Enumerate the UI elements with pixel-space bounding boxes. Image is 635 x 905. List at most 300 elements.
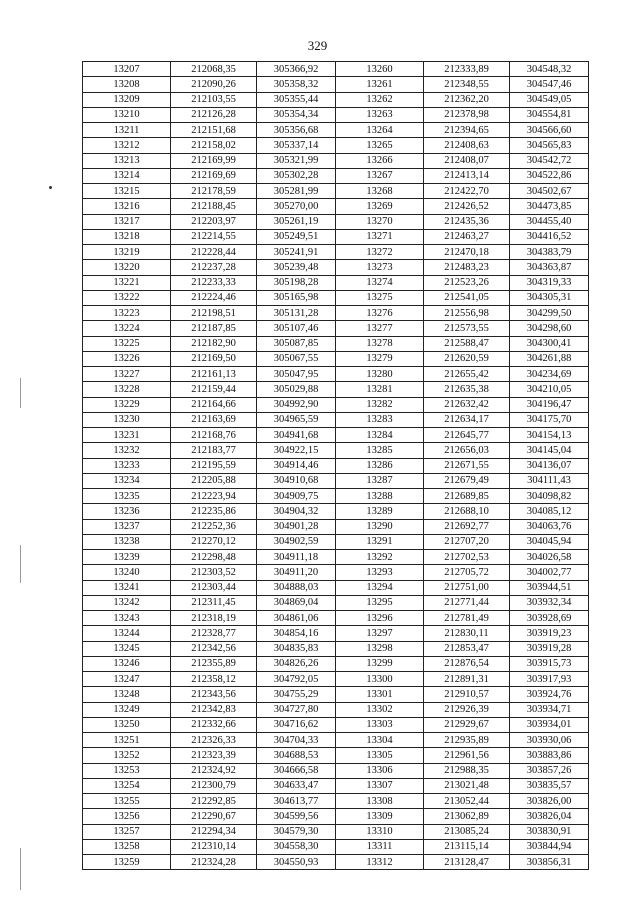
table-row xyxy=(83,107,589,122)
y-coordinate: 304002,77 xyxy=(510,565,589,580)
x-coordinate: 212645,77 xyxy=(424,428,510,443)
table-row xyxy=(83,138,589,153)
y-coordinate: 304063,76 xyxy=(510,519,589,534)
point-number: 13309 xyxy=(336,809,424,824)
table-row xyxy=(83,306,589,321)
x-coordinate: 212483,23 xyxy=(424,260,510,275)
point-number: 13212 xyxy=(83,138,171,153)
y-coordinate: 304688,53 xyxy=(257,748,336,763)
y-coordinate: 304727,80 xyxy=(257,702,336,717)
y-coordinate: 304196,47 xyxy=(510,397,589,412)
y-coordinate: 305355,44 xyxy=(257,92,336,107)
x-coordinate: 212169,99 xyxy=(171,153,257,168)
point-number: 13208 xyxy=(83,77,171,92)
y-coordinate: 304941,68 xyxy=(257,428,336,443)
point-number: 13215 xyxy=(83,184,171,199)
point-number: 13222 xyxy=(83,290,171,305)
x-coordinate: 212163,69 xyxy=(171,412,257,427)
table-row xyxy=(83,565,589,580)
x-coordinate: 212161,13 xyxy=(171,367,257,382)
table-row xyxy=(83,473,589,488)
point-number: 13257 xyxy=(83,824,171,839)
x-coordinate: 212332,66 xyxy=(171,717,257,732)
y-coordinate: 303934,01 xyxy=(510,717,589,732)
table-row xyxy=(83,229,589,244)
x-coordinate: 212203,97 xyxy=(171,214,257,229)
point-number: 13232 xyxy=(83,443,171,458)
point-number: 13282 xyxy=(336,397,424,412)
point-number: 13252 xyxy=(83,748,171,763)
point-number: 13281 xyxy=(336,382,424,397)
x-coordinate: 212169,69 xyxy=(171,168,257,183)
x-coordinate: 212126,28 xyxy=(171,107,257,122)
point-number: 13286 xyxy=(336,458,424,473)
x-coordinate: 212333,89 xyxy=(424,62,510,77)
x-coordinate: 212635,38 xyxy=(424,382,510,397)
x-coordinate: 212688,10 xyxy=(424,504,510,519)
table-row xyxy=(83,504,589,519)
point-number: 13277 xyxy=(336,321,424,336)
y-coordinate: 304579,30 xyxy=(257,824,336,839)
x-coordinate: 212781,49 xyxy=(424,611,510,626)
point-number: 13299 xyxy=(336,656,424,671)
y-coordinate: 305047,95 xyxy=(257,367,336,382)
y-coordinate: 304502,67 xyxy=(510,184,589,199)
x-coordinate: 212182,90 xyxy=(171,336,257,351)
margin-mark xyxy=(20,545,21,583)
table-row xyxy=(83,428,589,443)
x-coordinate: 212195,59 xyxy=(171,458,257,473)
y-coordinate: 303924,76 xyxy=(510,687,589,702)
margin-mark xyxy=(20,848,21,890)
y-coordinate: 304558,30 xyxy=(257,839,336,854)
y-coordinate: 303919,28 xyxy=(510,641,589,656)
point-number: 13289 xyxy=(336,504,424,519)
y-coordinate: 304234,69 xyxy=(510,367,589,382)
x-coordinate: 212891,31 xyxy=(424,672,510,687)
x-coordinate: 212183,77 xyxy=(171,443,257,458)
point-number: 13280 xyxy=(336,367,424,382)
y-coordinate: 305087,85 xyxy=(257,336,336,351)
x-coordinate: 212342,56 xyxy=(171,641,257,656)
x-coordinate: 212470,18 xyxy=(424,245,510,260)
point-number: 13233 xyxy=(83,458,171,473)
y-coordinate: 304565,83 xyxy=(510,138,589,153)
y-coordinate: 304549,05 xyxy=(510,92,589,107)
y-coordinate: 305354,34 xyxy=(257,107,336,122)
point-number: 13287 xyxy=(336,473,424,488)
x-coordinate: 212408,63 xyxy=(424,138,510,153)
y-coordinate: 305029,88 xyxy=(257,382,336,397)
table-row xyxy=(83,702,589,717)
point-number: 13247 xyxy=(83,672,171,687)
y-coordinate: 304305,31 xyxy=(510,290,589,305)
x-coordinate: 212556,98 xyxy=(424,306,510,321)
y-coordinate: 305198,28 xyxy=(257,275,336,290)
y-coordinate: 304888,03 xyxy=(257,580,336,595)
y-coordinate: 304755,29 xyxy=(257,687,336,702)
x-coordinate: 212876,54 xyxy=(424,656,510,671)
point-number: 13223 xyxy=(83,306,171,321)
point-number: 13226 xyxy=(83,351,171,366)
x-coordinate: 213052,44 xyxy=(424,794,510,809)
x-coordinate: 212324,92 xyxy=(171,763,257,778)
x-coordinate: 212168,76 xyxy=(171,428,257,443)
y-coordinate: 303830,91 xyxy=(510,824,589,839)
x-coordinate: 212158,02 xyxy=(171,138,257,153)
point-number: 13242 xyxy=(83,595,171,610)
point-number: 13291 xyxy=(336,534,424,549)
point-number: 13239 xyxy=(83,550,171,565)
table-row xyxy=(83,595,589,610)
y-coordinate: 303857,26 xyxy=(510,763,589,778)
y-coordinate: 304901,28 xyxy=(257,519,336,534)
x-coordinate: 212178,59 xyxy=(171,184,257,199)
table-row xyxy=(83,489,589,504)
x-coordinate: 212169,50 xyxy=(171,351,257,366)
y-coordinate: 303915,73 xyxy=(510,656,589,671)
table-row xyxy=(83,519,589,534)
x-coordinate: 212632,42 xyxy=(424,397,510,412)
x-coordinate: 212348,55 xyxy=(424,77,510,92)
point-number: 13308 xyxy=(336,794,424,809)
table-row xyxy=(83,77,589,92)
x-coordinate: 212343,56 xyxy=(171,687,257,702)
point-number: 13290 xyxy=(336,519,424,534)
table-row xyxy=(83,168,589,183)
x-coordinate: 212926,39 xyxy=(424,702,510,717)
point-number: 13285 xyxy=(336,443,424,458)
x-coordinate: 212707,20 xyxy=(424,534,510,549)
x-coordinate: 212164,66 xyxy=(171,397,257,412)
page-number: 329 xyxy=(307,38,328,53)
point-number: 13210 xyxy=(83,107,171,122)
y-coordinate: 304363,87 xyxy=(510,260,589,275)
x-coordinate: 212378,98 xyxy=(424,107,510,122)
y-coordinate: 304904,32 xyxy=(257,504,336,519)
y-coordinate: 304550,93 xyxy=(257,855,336,870)
y-coordinate: 305241,91 xyxy=(257,245,336,260)
table-row xyxy=(83,839,589,854)
point-number: 13220 xyxy=(83,260,171,275)
y-coordinate: 304922,15 xyxy=(257,443,336,458)
table-row xyxy=(83,275,589,290)
y-coordinate: 303944,51 xyxy=(510,580,589,595)
y-coordinate: 304861,06 xyxy=(257,611,336,626)
point-number: 13211 xyxy=(83,123,171,138)
point-number: 13274 xyxy=(336,275,424,290)
y-coordinate: 304098,82 xyxy=(510,489,589,504)
y-coordinate: 305356,68 xyxy=(257,123,336,138)
x-coordinate: 212692,77 xyxy=(424,519,510,534)
x-coordinate: 212310,14 xyxy=(171,839,257,854)
y-coordinate: 304826,26 xyxy=(257,656,336,671)
table-row xyxy=(83,717,589,732)
y-coordinate: 304416,52 xyxy=(510,229,589,244)
x-coordinate: 213085,24 xyxy=(424,824,510,839)
x-coordinate: 212198,51 xyxy=(171,306,257,321)
table-row xyxy=(83,382,589,397)
point-number: 13265 xyxy=(336,138,424,153)
point-number: 13256 xyxy=(83,809,171,824)
y-coordinate: 304548,32 xyxy=(510,62,589,77)
table-row xyxy=(83,794,589,809)
point-number: 13246 xyxy=(83,656,171,671)
y-coordinate: 303928,69 xyxy=(510,611,589,626)
x-coordinate: 212233,33 xyxy=(171,275,257,290)
coordinates-table-body xyxy=(83,62,589,870)
point-number: 13311 xyxy=(336,839,424,854)
y-coordinate: 303934,71 xyxy=(510,702,589,717)
table-row xyxy=(83,367,589,382)
point-number: 13244 xyxy=(83,626,171,641)
table-row xyxy=(83,656,589,671)
x-coordinate: 212910,57 xyxy=(424,687,510,702)
point-number: 13219 xyxy=(83,245,171,260)
x-coordinate: 212103,55 xyxy=(171,92,257,107)
point-number: 13221 xyxy=(83,275,171,290)
point-number: 13293 xyxy=(336,565,424,580)
table-row xyxy=(83,199,589,214)
point-number: 13249 xyxy=(83,702,171,717)
x-coordinate: 212656,03 xyxy=(424,443,510,458)
x-coordinate: 212523,26 xyxy=(424,275,510,290)
point-number: 13273 xyxy=(336,260,424,275)
table-row xyxy=(83,92,589,107)
table-row xyxy=(83,290,589,305)
x-coordinate: 213128,47 xyxy=(424,855,510,870)
table-row xyxy=(83,260,589,275)
x-coordinate: 212188,45 xyxy=(171,199,257,214)
point-number: 13245 xyxy=(83,641,171,656)
y-coordinate: 304854,16 xyxy=(257,626,336,641)
x-coordinate: 212235,86 xyxy=(171,504,257,519)
point-number: 13209 xyxy=(83,92,171,107)
y-coordinate: 304835,83 xyxy=(257,641,336,656)
point-number: 13267 xyxy=(336,168,424,183)
table-row xyxy=(83,641,589,656)
table-row xyxy=(83,184,589,199)
x-coordinate: 212300,79 xyxy=(171,778,257,793)
x-coordinate: 212573,55 xyxy=(424,321,510,336)
table-row xyxy=(83,855,589,870)
x-coordinate: 212689,85 xyxy=(424,489,510,504)
x-coordinate: 213115,14 xyxy=(424,839,510,854)
x-coordinate: 212620,59 xyxy=(424,351,510,366)
point-number: 13241 xyxy=(83,580,171,595)
point-number: 13225 xyxy=(83,336,171,351)
y-coordinate: 304909,75 xyxy=(257,489,336,504)
x-coordinate: 212655,42 xyxy=(424,367,510,382)
x-coordinate: 212702,53 xyxy=(424,550,510,565)
y-coordinate: 303917,93 xyxy=(510,672,589,687)
y-coordinate: 304542,72 xyxy=(510,153,589,168)
point-number: 13254 xyxy=(83,778,171,793)
y-coordinate: 303844,94 xyxy=(510,839,589,854)
y-coordinate: 304300,41 xyxy=(510,336,589,351)
y-coordinate: 303835,57 xyxy=(510,778,589,793)
y-coordinate: 305165,98 xyxy=(257,290,336,305)
x-coordinate: 212303,52 xyxy=(171,565,257,580)
y-coordinate: 304383,79 xyxy=(510,245,589,260)
point-number: 13253 xyxy=(83,763,171,778)
point-number: 13307 xyxy=(336,778,424,793)
y-coordinate: 305131,28 xyxy=(257,306,336,321)
x-coordinate: 212205,88 xyxy=(171,473,257,488)
table-row xyxy=(83,809,589,824)
x-coordinate: 212214,55 xyxy=(171,229,257,244)
x-coordinate: 212679,49 xyxy=(424,473,510,488)
point-number: 13296 xyxy=(336,611,424,626)
x-coordinate: 212187,85 xyxy=(171,321,257,336)
point-number: 13284 xyxy=(336,428,424,443)
x-coordinate: 212290,67 xyxy=(171,809,257,824)
point-number: 13276 xyxy=(336,306,424,321)
y-coordinate: 304792,05 xyxy=(257,672,336,687)
table-row xyxy=(83,626,589,641)
x-coordinate: 212426,52 xyxy=(424,199,510,214)
x-coordinate: 212408,07 xyxy=(424,153,510,168)
point-number: 13270 xyxy=(336,214,424,229)
point-number: 13250 xyxy=(83,717,171,732)
x-coordinate: 212270,12 xyxy=(171,534,257,549)
y-coordinate: 304261,88 xyxy=(510,351,589,366)
point-number: 13263 xyxy=(336,107,424,122)
table-row xyxy=(83,397,589,412)
y-coordinate: 305281,99 xyxy=(257,184,336,199)
point-number: 13238 xyxy=(83,534,171,549)
y-coordinate: 305321,99 xyxy=(257,153,336,168)
table-row xyxy=(83,733,589,748)
point-number: 13243 xyxy=(83,611,171,626)
x-coordinate: 212294,34 xyxy=(171,824,257,839)
x-coordinate: 212326,33 xyxy=(171,733,257,748)
y-coordinate: 304111,43 xyxy=(510,473,589,488)
y-coordinate: 305366,92 xyxy=(257,62,336,77)
y-coordinate: 305270,00 xyxy=(257,199,336,214)
y-coordinate: 304298,60 xyxy=(510,321,589,336)
y-coordinate: 303930,06 xyxy=(510,733,589,748)
table-row xyxy=(83,763,589,778)
table-row xyxy=(83,153,589,168)
table-row xyxy=(83,687,589,702)
x-coordinate: 212705,72 xyxy=(424,565,510,580)
point-number: 13306 xyxy=(336,763,424,778)
x-coordinate: 212988,35 xyxy=(424,763,510,778)
point-number: 13268 xyxy=(336,184,424,199)
y-coordinate: 304902,59 xyxy=(257,534,336,549)
x-coordinate: 212228,44 xyxy=(171,245,257,260)
point-number: 13266 xyxy=(336,153,424,168)
y-coordinate: 304085,12 xyxy=(510,504,589,519)
x-coordinate: 212068,35 xyxy=(171,62,257,77)
x-coordinate: 212303,44 xyxy=(171,580,257,595)
x-coordinate: 213021,48 xyxy=(424,778,510,793)
x-coordinate: 212328,77 xyxy=(171,626,257,641)
x-coordinate: 212413,14 xyxy=(424,168,510,183)
point-number: 13288 xyxy=(336,489,424,504)
y-coordinate: 304299,50 xyxy=(510,306,589,321)
table-row xyxy=(83,214,589,229)
margin-dot xyxy=(49,186,52,189)
point-number: 13228 xyxy=(83,382,171,397)
point-number: 13258 xyxy=(83,839,171,854)
table-row xyxy=(83,534,589,549)
y-coordinate: 305239,48 xyxy=(257,260,336,275)
point-number: 13213 xyxy=(83,153,171,168)
coordinates-table xyxy=(82,61,589,870)
table-row xyxy=(83,550,589,565)
x-coordinate: 212324,28 xyxy=(171,855,257,870)
point-number: 13264 xyxy=(336,123,424,138)
table-row xyxy=(83,62,589,77)
point-number: 13251 xyxy=(83,733,171,748)
x-coordinate: 212541,05 xyxy=(424,290,510,305)
table-row xyxy=(83,611,589,626)
point-number: 13272 xyxy=(336,245,424,260)
y-coordinate: 304136,07 xyxy=(510,458,589,473)
x-coordinate: 212237,28 xyxy=(171,260,257,275)
point-number: 13262 xyxy=(336,92,424,107)
y-coordinate: 305358,32 xyxy=(257,77,336,92)
table-row xyxy=(83,748,589,763)
x-coordinate: 212224,46 xyxy=(171,290,257,305)
point-number: 13259 xyxy=(83,855,171,870)
table-row xyxy=(83,245,589,260)
y-coordinate: 304704,33 xyxy=(257,733,336,748)
y-coordinate: 304554,81 xyxy=(510,107,589,122)
y-coordinate: 304716,62 xyxy=(257,717,336,732)
y-coordinate: 305337,14 xyxy=(257,138,336,153)
x-coordinate: 212292,85 xyxy=(171,794,257,809)
x-coordinate: 212394,65 xyxy=(424,123,510,138)
y-coordinate: 304566,60 xyxy=(510,123,589,138)
point-number: 13312 xyxy=(336,855,424,870)
x-coordinate: 212671,55 xyxy=(424,458,510,473)
y-coordinate: 303883,86 xyxy=(510,748,589,763)
y-coordinate: 304045,94 xyxy=(510,534,589,549)
table-row xyxy=(83,321,589,336)
y-coordinate: 304666,58 xyxy=(257,763,336,778)
point-number: 13224 xyxy=(83,321,171,336)
margin-mark xyxy=(20,378,21,408)
point-number: 13261 xyxy=(336,77,424,92)
y-coordinate: 303919,23 xyxy=(510,626,589,641)
point-number: 13300 xyxy=(336,672,424,687)
point-number: 13216 xyxy=(83,199,171,214)
y-coordinate: 305249,51 xyxy=(257,229,336,244)
point-number: 13214 xyxy=(83,168,171,183)
table-row xyxy=(83,580,589,595)
table-row xyxy=(83,824,589,839)
table-row xyxy=(83,443,589,458)
y-coordinate: 304992,90 xyxy=(257,397,336,412)
table-row xyxy=(83,336,589,351)
y-coordinate: 305107,46 xyxy=(257,321,336,336)
x-coordinate: 212588,47 xyxy=(424,336,510,351)
point-number: 13295 xyxy=(336,595,424,610)
y-coordinate: 305302,28 xyxy=(257,168,336,183)
x-coordinate: 212159,44 xyxy=(171,382,257,397)
point-number: 13230 xyxy=(83,412,171,427)
point-number: 13278 xyxy=(336,336,424,351)
y-coordinate: 303856,31 xyxy=(510,855,589,870)
y-coordinate: 304319,33 xyxy=(510,275,589,290)
point-number: 13231 xyxy=(83,428,171,443)
y-coordinate: 305261,19 xyxy=(257,214,336,229)
point-number: 13234 xyxy=(83,473,171,488)
y-coordinate: 304175,70 xyxy=(510,412,589,427)
